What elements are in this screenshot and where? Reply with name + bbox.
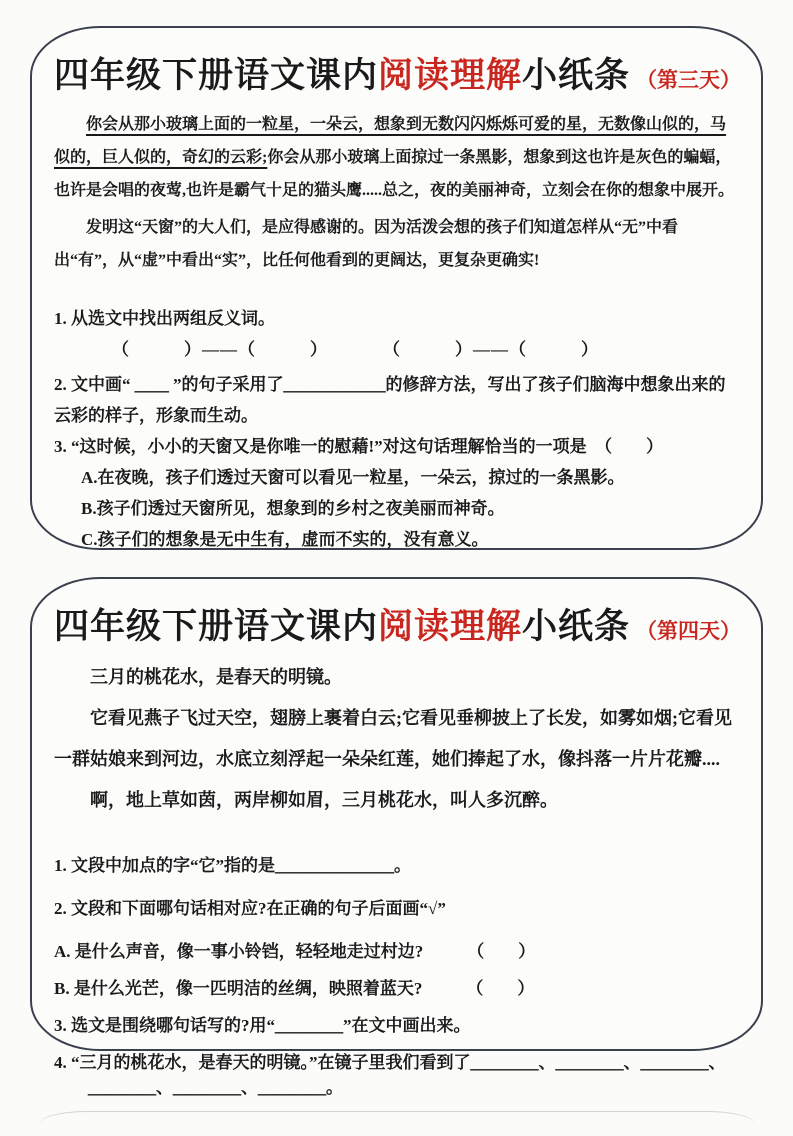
- panel2-passage: [54, 657, 739, 821]
- title-text-2: 小纸条: [522, 56, 631, 95]
- question-3-option-a: [81, 462, 739, 493]
- title-text-1: 四年级下册语文课内: [54, 607, 379, 646]
- question-2: 2. 文中画“ ＿＿ ”的句子采用了＿＿＿＿＿＿的修辞方法，写出了孩子们脑海中想象出来的云彩的样子，形象而生动。: [54, 375, 726, 425]
- title-highlight: 阅读理解: [378, 607, 523, 646]
- worksheet-panel-day4: [30, 577, 763, 1097]
- option-label: A.: [81, 468, 98, 487]
- panel1-passage: [54, 108, 739, 277]
- title-text-2: 小纸条: [522, 607, 631, 646]
- panel2-questions: [54, 853, 739, 1100]
- question-1-answer-blanks: （ ）——（ ） （ ）——（ ）: [112, 340, 599, 359]
- question-3: 3. “这时候，小小的天窗又是你唯一的慰藉!”对这句话理解恰当的一项是 （ ）: [54, 437, 664, 456]
- panel2-title: [54, 599, 742, 649]
- question-4: 4. “三月的桃花水，是春天的明镜。”在镜子里我们看到了＿＿＿＿、＿＿＿＿、＿＿＿＿、＿＿＿＿、＿＿＿＿、＿＿＿＿。: [54, 1053, 726, 1097]
- question-3-option-b: [81, 493, 739, 524]
- passage-paragraph: 啊，地上草如茵，两岸柳如眉，三月桃花水，叫人多沉醉。: [90, 790, 558, 810]
- question-2: 2. 文段和下面哪句话相对应?在正确的句子后面画“√”: [54, 899, 446, 918]
- passage-paragraph: 三月的桃花水，是春天的明镜。: [90, 667, 342, 687]
- panel1-questions: [54, 303, 739, 555]
- panel1-title: [54, 48, 742, 98]
- question-2-option-b: [54, 976, 739, 1001]
- day-label: （第四天）: [636, 620, 742, 643]
- title-highlight: 阅读理解: [378, 56, 523, 95]
- question-1: 1. 文段中加点的字“它”指的是＿＿＿＿＿＿＿。: [54, 856, 411, 875]
- option-label: C.: [81, 530, 98, 549]
- day-label: （第三天）: [636, 69, 742, 92]
- option-text: 孩子们透过天窗所见，想象到的乡村之夜美丽而神奇。: [96, 499, 505, 518]
- option-text: A. 是什么声音，像一事小铃铛，轻轻地走过村边?: [54, 942, 424, 961]
- title-text-1: 四年级下册语文课内: [54, 56, 379, 95]
- answer-parentheses: （ ）: [466, 979, 535, 998]
- question-3-option-c: [81, 524, 739, 555]
- passage-text: 你会从那小玻璃上面掠过一条黑影，想象到这也许是灰色的蝙蝠，也许是会唱的夜莺,也许是霸气十足的猫头鹰.....总之，夜的美丽神奇，立刻会在你的想象中展开。: [54, 149, 735, 199]
- question-3: 3. 选文是围绕哪句话写的?用“＿＿＿＿”在文中画出来。: [54, 1016, 471, 1035]
- question-2-option-a: [54, 939, 739, 964]
- question-1: 1. 从选文中找出两组反义词。: [54, 309, 275, 328]
- option-label: B.: [81, 499, 97, 518]
- passage-paragraph: 发明这“天窗”的大人们，是应得感谢的。因为活泼会想的孩子们知道怎样从“无”中看出“有”，从“虚”中看出“实”，比任何他看到的更阔达，更复杂更确实!: [54, 219, 679, 269]
- answer-parentheses: （ ）: [467, 942, 536, 961]
- passage-paragraph: 它看见燕子飞过天空，翅膀上裹着白云;它看见垂柳披上了长发，如雾如烟;它看见一群姑娘来到河边，水底立刻浮起一朵朵红莲，她们捧起了水，像抖落一片片花瓣....: [54, 708, 732, 769]
- next-panel-top-edge: [40, 1111, 754, 1136]
- option-text: 孩子们的想象是无中生有，虚而不实的，没有意义。: [97, 530, 489, 549]
- passage-paragraph: [54, 108, 739, 207]
- option-text: B. 是什么光芒，像一匹明洁的丝绸，映照着蓝天?: [54, 979, 423, 998]
- option-text: 在夜晚，孩子们透过天窗可以看见一粒星，一朵云，掠过的一条黑影。: [97, 468, 625, 487]
- worksheet-panel-day3: [30, 26, 763, 550]
- underlined-sentence: 你会从那小玻璃上面的一粒星，一朵云，想象到无数闪闪烁烁可爱的星，无数像山似的，马似的，巨人似的，奇幻的云彩;: [54, 116, 727, 166]
